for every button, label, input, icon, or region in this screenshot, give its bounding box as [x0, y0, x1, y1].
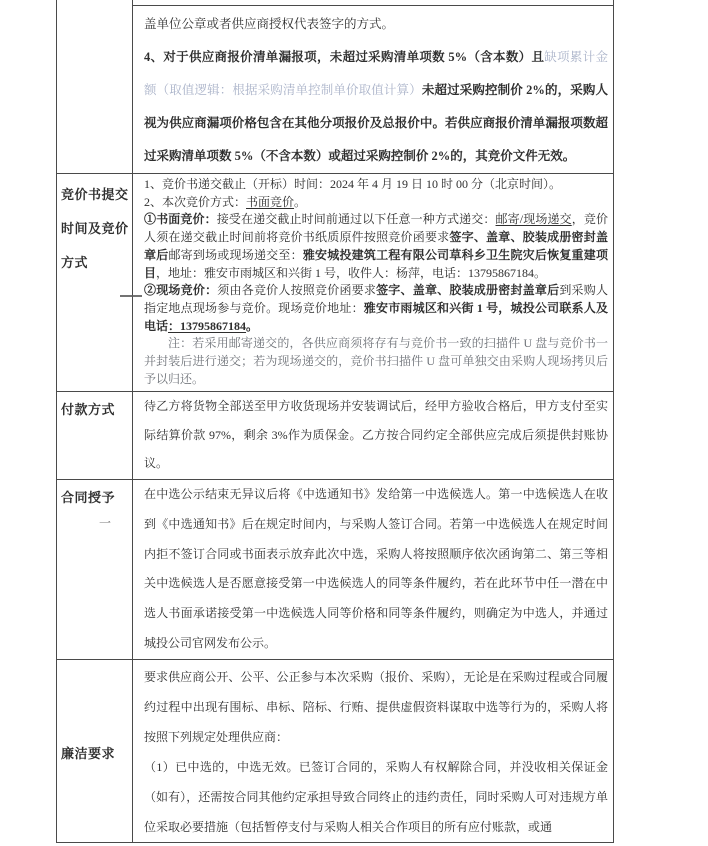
row-header-cell	[57, 659, 133, 842]
text-segment: 邮寄到场或现场递交至：	[168, 247, 303, 262]
cell-content	[133, 0, 613, 173]
row-header-cell	[57, 174, 133, 392]
text-segment: ，地址：雅安市雨城区和兴街 1 号，收件人：杨萍，电话：13795867184。	[156, 265, 547, 280]
table-row	[57, 659, 614, 842]
row-content-cell	[133, 480, 614, 660]
cell-content	[133, 174, 613, 388]
table-row	[57, 0, 614, 174]
doc-table	[56, 0, 614, 843]
text-segment: 2、本次竞价方式：	[144, 194, 247, 209]
text-segment: ②现场竞价：	[144, 283, 218, 298]
text-segment: 到采购人指定地点现场参与竞价。现场竞价地址：	[144, 283, 608, 315]
row-header-cell	[57, 480, 133, 660]
paragraph	[144, 392, 608, 478]
text-segment: 签字、盖章、胶装成册密封盖章后	[376, 283, 560, 298]
text-segment: 雅安市雨城区和兴街 1 号，城投公司联系人及电话	[144, 300, 608, 333]
paragraph	[144, 480, 608, 659]
paragraph	[144, 176, 608, 194]
paragraph	[144, 662, 608, 752]
paragraph	[144, 335, 608, 388]
text-segment: 要求供应商公开、公平、公正参与本次采购（报价、采购），无论是在采购过程或合同履约过程中出现有围标、串标、陪标、行贿、提供虚假资料谋取中选等行为的，采购人将按照下列规定处理供应商：	[144, 669, 608, 744]
table-row	[57, 392, 614, 480]
text-segment: 邮寄/现场递交	[495, 212, 572, 227]
text-segment: ①书面竞价：	[144, 212, 217, 227]
text-segment: 在中选公示结束无异议后将《中选通知书》发给第一中选候选人。第一中选候选人在收到《中选通知书》后在规定时间内，与采购人签订合同。若第一中选候选人在规定时间内拒不签订合同或书面表示放弃此次中选，采购人将按照顺序依次函询第二、第三等相关中选候选人是否愿意接受第一中选候选人的同等条件履约，若在此环节中任一潜在中选人书面承诺接受第一中选候选人同等价格和同等条件履约，则确定为中选人，并通过城投公司官网发布公示。	[144, 487, 608, 650]
row-header-text: 时间及竞价	[61, 221, 129, 236]
cell-content	[133, 392, 613, 478]
text-segment: 。	[246, 318, 259, 333]
text-segment: 待乙方将货物全部送至甲方收货现场并安装调试后，经甲方验收合格后，甲方支付至实际结算价款 97%，剩余 3%作为质保金。乙方按合同约定全部供应完成后须提供封账协议。	[144, 399, 608, 470]
text-segment: 接受在递交截止时间前通过以下任意一种方式递交：	[216, 212, 496, 227]
row-content-cell	[133, 659, 614, 842]
text-segment: 1、竞价书递交截止（开标）时间：2024 年 4 月 19 日 10 时 00 分（北京时间）。	[144, 177, 562, 191]
text-segment: （1）已中选的，中选无效。已签订合同的，采购人有权解除合同，并没收相关保证金（如有），还需按合同其他约定承担导致合同终止的违约责任，同时采购人可对违规方单位采取必要措施（包括暂停支付与采购人相关合作项目的所有应付账款，或通	[144, 759, 608, 834]
row-header-text: 廉洁要求	[61, 745, 116, 761]
text-segment: 盖单位公章或者供应商授权代表签字的方式。	[144, 17, 395, 31]
paragraph	[144, 282, 608, 335]
table-row	[57, 480, 614, 660]
row-header-text: 竞价书提交	[61, 187, 129, 202]
text-segment: 签字、盖章、胶装成册密封盖章后	[144, 230, 608, 262]
paragraph	[144, 8, 608, 41]
paragraph	[144, 211, 608, 282]
doc-table-body	[57, 0, 614, 842]
text-segment: 。	[294, 194, 307, 209]
row-header-cell	[57, 0, 133, 174]
row-content-cell	[133, 174, 614, 392]
text-segment: 注：若采用邮寄递交的，各供应商须将存有与竞价书一致的扫描件 U 盘与竞价书一并封装后进行递交；若为现场递交的，竞价书扫描件 U 盘可单独交由采购人现场拷贝后予以归还。	[144, 336, 608, 386]
text-segment: 书面竞价	[246, 194, 295, 209]
row-content-cell	[133, 392, 614, 480]
row-header-text: 合同授予	[61, 490, 116, 505]
text-segment: 雅安城投建筑工程有限公司草科乡卫生院灾后恢复重建项目	[144, 247, 608, 280]
text-segment: ：13795867184	[168, 318, 247, 333]
cell-content	[133, 660, 613, 842]
scan-artifact-dash	[120, 295, 142, 297]
text-segment: 未超过采购控制价 2%的，采购人视为供应商漏项价格包含在其他分项报价及总报价中。若供应商报价清单漏报项数超过采购清单项数 5%（不含本数）或超过采购控制价 2%的，其竞价文件无效。	[144, 83, 608, 163]
row-header-cell	[57, 392, 133, 480]
text-segment: 须由各竞价人按照竞价函要求	[217, 283, 377, 298]
text-segment: 4、对于供应商报价清单漏报项，未超过采购清单项数 5%（含本数）且	[144, 50, 545, 64]
row-header-text: 方式	[61, 255, 89, 270]
paragraph	[144, 41, 608, 173]
table-row	[57, 174, 614, 392]
paragraph	[144, 752, 608, 842]
row-content-cell	[133, 0, 614, 174]
header-dash-mark: 一	[99, 516, 112, 530]
row-header-text: 付款方式	[61, 402, 116, 417]
cell-content	[133, 480, 613, 659]
text-segment: ，竞价人须在递交截止时间前将竞价书纸质原件按照竞价函要求	[144, 212, 608, 245]
paragraph	[144, 194, 608, 212]
text-segment: 缺项累计金额（取值逻辑：根据采购清单控制单价取值计算）	[144, 50, 608, 97]
